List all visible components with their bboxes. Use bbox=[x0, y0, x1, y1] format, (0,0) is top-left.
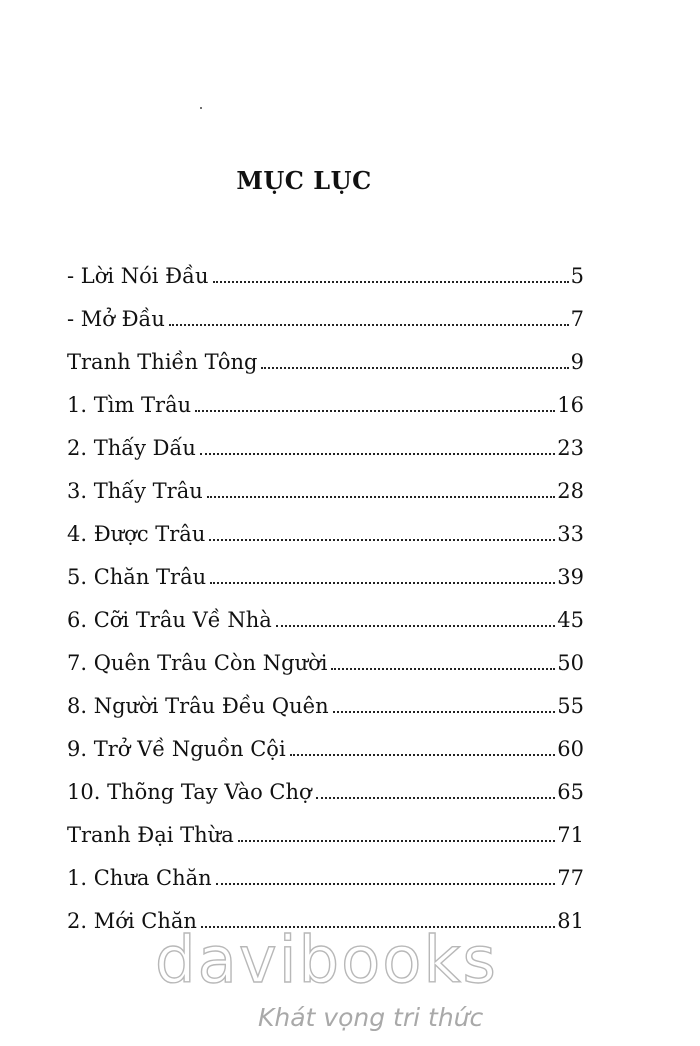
toc-entry bbox=[67, 599, 584, 642]
toc-dot-leader bbox=[261, 367, 568, 369]
toc-entry-page-number: 9 bbox=[570, 350, 584, 374]
toc-entry bbox=[67, 771, 584, 814]
toc-entry-page-number: 77 bbox=[557, 866, 584, 890]
print-speck bbox=[200, 107, 202, 109]
toc-entry bbox=[67, 384, 584, 427]
toc-dot-leader bbox=[290, 754, 556, 756]
toc-entry bbox=[67, 814, 584, 857]
toc-entry-page-number: 60 bbox=[557, 737, 584, 761]
toc-entry-page-number: 71 bbox=[557, 823, 584, 847]
toc-dot-leader bbox=[316, 797, 556, 799]
toc-entry-page-number: 7 bbox=[570, 307, 584, 331]
toc-dot-leader bbox=[213, 281, 569, 283]
toc-entry-label: 2. Mới Chăn bbox=[67, 909, 197, 933]
toc-entry-page-number: 23 bbox=[557, 436, 584, 460]
toc-entry-label: 1. Tìm Trâu bbox=[67, 393, 192, 417]
toc-entry-page-number: 39 bbox=[557, 565, 584, 589]
toc-entry bbox=[67, 857, 584, 900]
toc-entry-label: 9. Trở Về Nguồn Cội bbox=[67, 737, 286, 761]
toc-entry-label: 7. Quên Trâu Còn Người bbox=[67, 651, 328, 675]
toc-entry-page-number: 65 bbox=[557, 780, 584, 804]
toc-entry-label: 4. Được Trâu bbox=[67, 522, 206, 546]
toc-entry-page-number: 33 bbox=[557, 522, 584, 546]
toc-entry bbox=[67, 341, 584, 384]
toc-entry-label: Tranh Đại Thừa bbox=[67, 823, 234, 847]
toc-entry-label: 5. Chăn Trâu bbox=[67, 565, 207, 589]
toc-entry bbox=[67, 685, 584, 728]
toc-entry-label: 2. Thấy Dấu bbox=[67, 436, 196, 460]
table-of-contents bbox=[67, 255, 584, 943]
toc-entry bbox=[67, 642, 584, 685]
toc-entry-page-number: 45 bbox=[557, 608, 584, 632]
toc-entry bbox=[67, 556, 584, 599]
toc-dot-leader bbox=[201, 926, 555, 928]
toc-entry bbox=[67, 298, 584, 341]
toc-dot-leader bbox=[207, 496, 556, 498]
toc-dot-leader bbox=[333, 711, 556, 713]
toc-entry bbox=[67, 470, 584, 513]
toc-entry-label: 3. Thấy Trâu bbox=[67, 479, 203, 503]
toc-dot-leader bbox=[209, 539, 555, 541]
toc-dot-leader bbox=[276, 625, 556, 627]
page-title: MỤC LỤC bbox=[236, 166, 372, 195]
toc-entry-label: 10. Thõng Tay Vào Chợ bbox=[67, 780, 312, 804]
toc-entry-label: Tranh Thiền Tông bbox=[67, 350, 258, 374]
watermark-slogan: Khát vọng tri thức bbox=[258, 1003, 484, 1032]
toc-entry-page-number: 5 bbox=[570, 264, 584, 288]
toc-entry bbox=[67, 728, 584, 771]
toc-entry-page-number: 50 bbox=[557, 651, 584, 675]
toc-dot-leader bbox=[169, 324, 569, 326]
toc-entry-page-number: 16 bbox=[557, 393, 584, 417]
toc-dot-leader bbox=[331, 668, 555, 670]
toc-entry-page-number: 81 bbox=[557, 909, 584, 933]
toc-entry-label: 8. Người Trâu Đều Quên bbox=[67, 694, 329, 718]
toc-entry-label: 6. Cỡi Trâu Về Nhà bbox=[67, 608, 272, 632]
toc-entry-page-number: 55 bbox=[557, 694, 584, 718]
toc-dot-leader bbox=[238, 840, 556, 842]
toc-entry bbox=[67, 255, 584, 298]
watermark-brand: davibooks bbox=[155, 924, 498, 998]
toc-entry-label: - Lời Nói Đầu bbox=[67, 264, 209, 288]
toc-entry bbox=[67, 513, 584, 556]
toc-entry-page-number: 28 bbox=[557, 479, 584, 503]
toc-dot-leader bbox=[210, 582, 555, 584]
toc-entry-label: 1. Chưa Chăn bbox=[67, 866, 212, 890]
toc-dot-leader bbox=[200, 453, 555, 455]
toc-entry bbox=[67, 427, 584, 470]
toc-dot-leader bbox=[195, 410, 555, 412]
toc-dot-leader bbox=[216, 883, 556, 885]
toc-entry bbox=[67, 900, 584, 943]
toc-entry-label: - Mở Đầu bbox=[67, 307, 165, 331]
